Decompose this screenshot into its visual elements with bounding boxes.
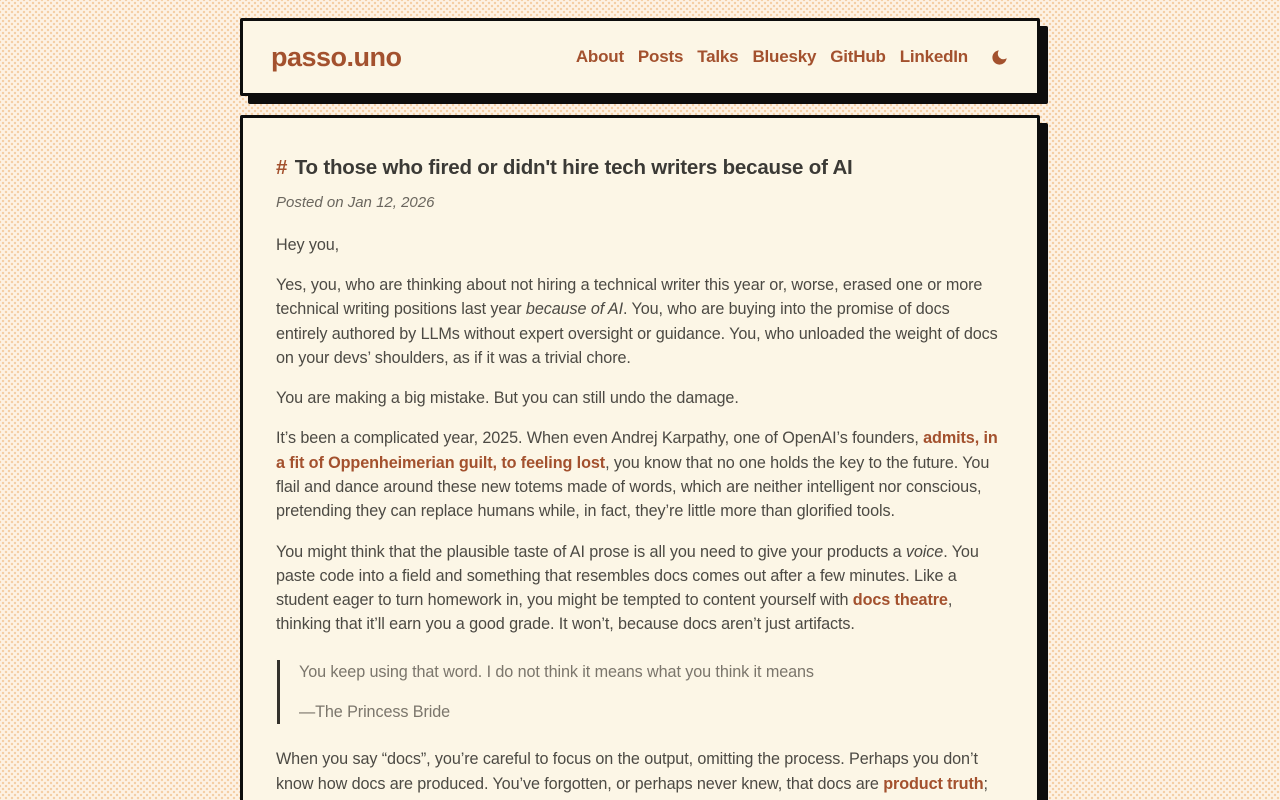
text-span: , you know that no one holds the key to the future. You flail and dance around these new totems made of words, which are neither intelligent nor conscious, pretending they can replace humans while, in fact, they’re little more than glorified tools. — [276, 453, 990, 521]
text-span: It’s been a complicated year, 2025. When even Andrej Karpathy, one of OpenAI’s founders, — [276, 429, 924, 448]
post-title-text: To those who fired or didn't hire tech writers because of AI — [294, 156, 853, 179]
site-logo[interactable]: passo.uno — [271, 41, 402, 72]
blockquote — [277, 660, 1004, 725]
site-header — [240, 18, 1040, 96]
italic-text: voice — [905, 542, 944, 561]
theme-toggle-button[interactable] — [990, 48, 1009, 67]
paragraph — [276, 540, 1004, 637]
article-card — [240, 115, 1040, 800]
inline-link[interactable]: docs theatre — [852, 591, 948, 610]
text-span: ; — [983, 774, 988, 793]
header-nav — [576, 47, 1009, 67]
nav-link-posts[interactable]: Posts — [637, 47, 684, 66]
paragraph — [276, 233, 1004, 257]
text-span: You are making a big mistake. But you can still undo the damage. — [276, 389, 739, 408]
moon-icon — [990, 48, 1009, 67]
text-span: Yes, you, who are thinking about not hiring a technical writer this year or, worse, erased one or more technical writing positions last year — [276, 275, 983, 319]
nav-link-github[interactable]: GitHub — [830, 47, 886, 66]
article-body — [276, 233, 1004, 796]
text-span: , thinking that it’ll earn you a good grade. It won’t, because docs aren’t just artifacts. — [276, 591, 953, 634]
paragraph — [276, 747, 1004, 796]
text-span: . You paste code into a field and something that resembles docs comes out after a few minutes. Like a student eager to turn homework in, you might be tempted to content yourself with — [276, 542, 979, 610]
text-span: When you say “docs”, you’re careful to focus on the output, omitting the process. Perhaps you don’t know how docs are produced. You’ve forgotten, or perhaps never knew, that docs are — [276, 750, 978, 793]
text-span: Hey you, — [276, 235, 340, 254]
blockquote-line: You keep using that word. I do not think it means what you think it means — [299, 662, 814, 681]
paragraph — [276, 386, 1004, 410]
paragraph — [276, 426, 1004, 523]
page-container — [240, 0, 1040, 800]
post-title — [276, 155, 1004, 181]
nav-link-bluesky[interactable]: Bluesky — [752, 47, 817, 66]
inline-link[interactable]: admits, in a fit of Oppenheimerian guilt, to feeling lost — [276, 429, 998, 472]
inline-link[interactable]: product truth — [883, 774, 984, 793]
blockquote-line: —The Princess Bride — [299, 703, 451, 722]
heading-anchor-hash[interactable]: # — [276, 156, 288, 179]
text-span: You might think that the plausible taste of AI prose is all you need to give your products a — [276, 542, 906, 561]
italic-text: because of AI — [525, 300, 624, 319]
post-date: Posted on Jan 12, 2026 — [276, 193, 435, 211]
nav-link-about[interactable]: About — [575, 47, 624, 66]
text-span: . You, who are buying into the promise of docs entirely authored by LLMs without expert oversight or guidance. You, who unloaded the weight of docs on your devs’ shoulders, as if it was a trivial chore. — [276, 300, 998, 367]
nav-link-linkedin[interactable]: LinkedIn — [899, 47, 968, 66]
paragraph — [276, 273, 1004, 370]
nav-link-talks[interactable]: Talks — [697, 47, 739, 66]
